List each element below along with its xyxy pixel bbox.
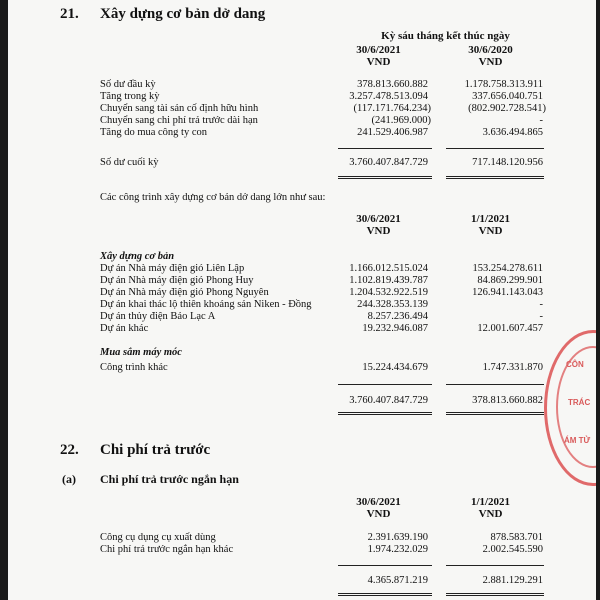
s22-col2-unit: VND: [478, 508, 503, 520]
s21-row-v1: (117.171.764.234): [353, 103, 431, 114]
s21-row-v1: 378.813.660.882: [357, 79, 428, 90]
s21b-col2-rule: [446, 384, 544, 385]
s21b-col2-double-rule: [446, 412, 544, 413]
s21b-row-v2: -: [539, 299, 543, 310]
seal-text-middle: TRÁC: [568, 398, 591, 407]
s22-row-label: Chi phí trả trước ngắn hạn khác: [100, 544, 234, 555]
s21b-row-v1: 1.102.819.439.787: [349, 275, 428, 286]
s21b-col1-date: 30/6/2021: [356, 213, 401, 225]
s21-row-v2: 1.178.758.313.911: [464, 79, 543, 90]
s22-col2-date: 1/1/2021: [470, 496, 511, 508]
period-header: Kỳ sáu tháng kết thúc ngày: [381, 30, 510, 42]
s21b-col2-unit: VND: [478, 225, 503, 237]
s21-row-v1: 3.257.478.513.094: [349, 91, 428, 102]
subsection-a-number: (a): [62, 472, 76, 486]
s21b-row-v1: 1.166.012.515.024: [349, 263, 428, 274]
group-heading-machinery: Mua sắm máy móc: [100, 347, 182, 358]
s22-col2-rule: [446, 565, 544, 566]
s21-row-v1: (241.969.000): [371, 115, 431, 126]
s21-row-v2: (802.902.728.541): [468, 103, 546, 114]
s22-row-label: Công cụ dụng cụ xuất dùng: [100, 532, 216, 543]
s21-row-label: Chuyển sang chi phí trả trước dài hạn: [100, 115, 258, 126]
s21-row-v2: -: [539, 115, 543, 126]
s22-total-v1: 4.365.871.219: [367, 575, 428, 586]
section-21-number: 21.: [60, 6, 79, 22]
s21-col1-rule: [338, 148, 432, 149]
s21b-other-label: Công trình khác: [100, 362, 168, 373]
s21b-row-v2: 126.941.143.043: [472, 287, 543, 298]
s21-closing-v2: 717.148.120.956: [472, 157, 543, 168]
s21-row-v1: 241.529.406.987: [357, 127, 428, 138]
s22-col1-double-rule: [338, 593, 432, 594]
s21b-total-v2: 378.813.660.882: [472, 395, 543, 406]
s21b-row-v1: 8.257.236.494: [367, 311, 428, 322]
s22-col1-date: 30/6/2021: [356, 496, 401, 508]
s22-total-v2: 2.881.129.291: [482, 575, 543, 586]
s21-row-v2: 3.636.494.865: [482, 127, 543, 138]
s21b-row-label: Dự án Nhà máy điện gió Phong Nguyên: [100, 287, 269, 298]
s22-row-v2: 878.583.701: [490, 532, 543, 543]
s21b-intro: Các công trình xây dựng cơ bản dở dang lớn như sau:: [100, 192, 326, 203]
section-22-number: 22.: [60, 442, 79, 458]
s22-row-v1: 2.391.639.190: [367, 532, 428, 543]
s21-col1-double-rule: [338, 176, 432, 177]
s21-col2-double-rule: [446, 176, 544, 177]
s21-col2-unit: VND: [478, 56, 503, 68]
s21-col1-unit: VND: [366, 56, 391, 68]
s21-col1-date: 30/6/2021: [356, 44, 401, 56]
s21b-col2-date: 1/1/2021: [470, 213, 511, 225]
s21-row-label: Tăng do mua công ty con: [100, 127, 208, 138]
subsection-a-title: Chi phí trả trước ngắn hạn: [100, 472, 239, 486]
s22-col2-double-rule: [446, 593, 544, 594]
s21-row-label: Số dư đầu kỳ: [100, 79, 156, 90]
s21b-row-label: Dự án khai thác lộ thiên khoáng sản Niken - Đồng: [100, 299, 312, 310]
s21b-row-v2: 84.869.299.901: [477, 275, 543, 286]
s21b-row-label: Dự án thủy điện Bảo Lạc A: [100, 311, 216, 322]
s21b-total-v1: 3.760.407.847.729: [349, 395, 428, 406]
s21b-col1-rule: [338, 384, 432, 385]
s21b-row-label: Dự án khác: [100, 323, 149, 334]
s21b-row-v1: 244.328.353.139: [357, 299, 428, 310]
s21b-row-label: Dự án Nhà máy điện gió Liên Lập: [100, 263, 245, 274]
seal-text-bottom: ÁM TỬ: [564, 436, 591, 445]
s21b-row-v2: -: [539, 311, 543, 322]
s21b-row-v1: 1.204.532.922.519: [349, 287, 428, 298]
s21b-other-v2: 1.747.331.870: [482, 362, 543, 373]
s21-col2-date: 30/6/2020: [468, 44, 513, 56]
s22-col1-unit: VND: [366, 508, 391, 520]
group-heading-construction: Xây dựng cơ bản: [100, 251, 175, 262]
s21b-other-v1: 15.224.434.679: [362, 362, 428, 373]
s21b-row-v1: 19.232.946.087: [362, 323, 428, 334]
s21-row-label: Tăng trong kỳ: [100, 91, 160, 102]
s21-row-v2: 337.656.040.751: [472, 91, 543, 102]
s22-col1-rule: [338, 565, 432, 566]
seal-text-top: CÔN: [566, 360, 584, 369]
section-22-title: Chi phí trả trước: [100, 442, 211, 458]
s21b-row-v2: 12.001.607.457: [477, 323, 543, 334]
document-page: [8, 0, 596, 600]
s21b-col1-double-rule: [338, 412, 432, 413]
s21-closing-v1: 3.760.407.847.729: [349, 157, 428, 168]
s21-row-label: Chuyển sang tài sản cố định hữu hình: [100, 103, 259, 114]
s21-col2-rule: [446, 148, 544, 149]
section-21-title: Xây dựng cơ bản dở dang: [100, 6, 266, 22]
s22-row-v2: 2.002.545.590: [482, 544, 543, 555]
s22-row-v1: 1.974.232.029: [367, 544, 428, 555]
s21b-row-label: Dự án Nhà máy điện gió Phong Huy: [100, 275, 254, 286]
s21b-col1-unit: VND: [366, 225, 391, 237]
s21-closing-label: Số dư cuối kỳ: [100, 157, 159, 168]
s21b-row-v2: 153.254.278.611: [472, 263, 543, 274]
